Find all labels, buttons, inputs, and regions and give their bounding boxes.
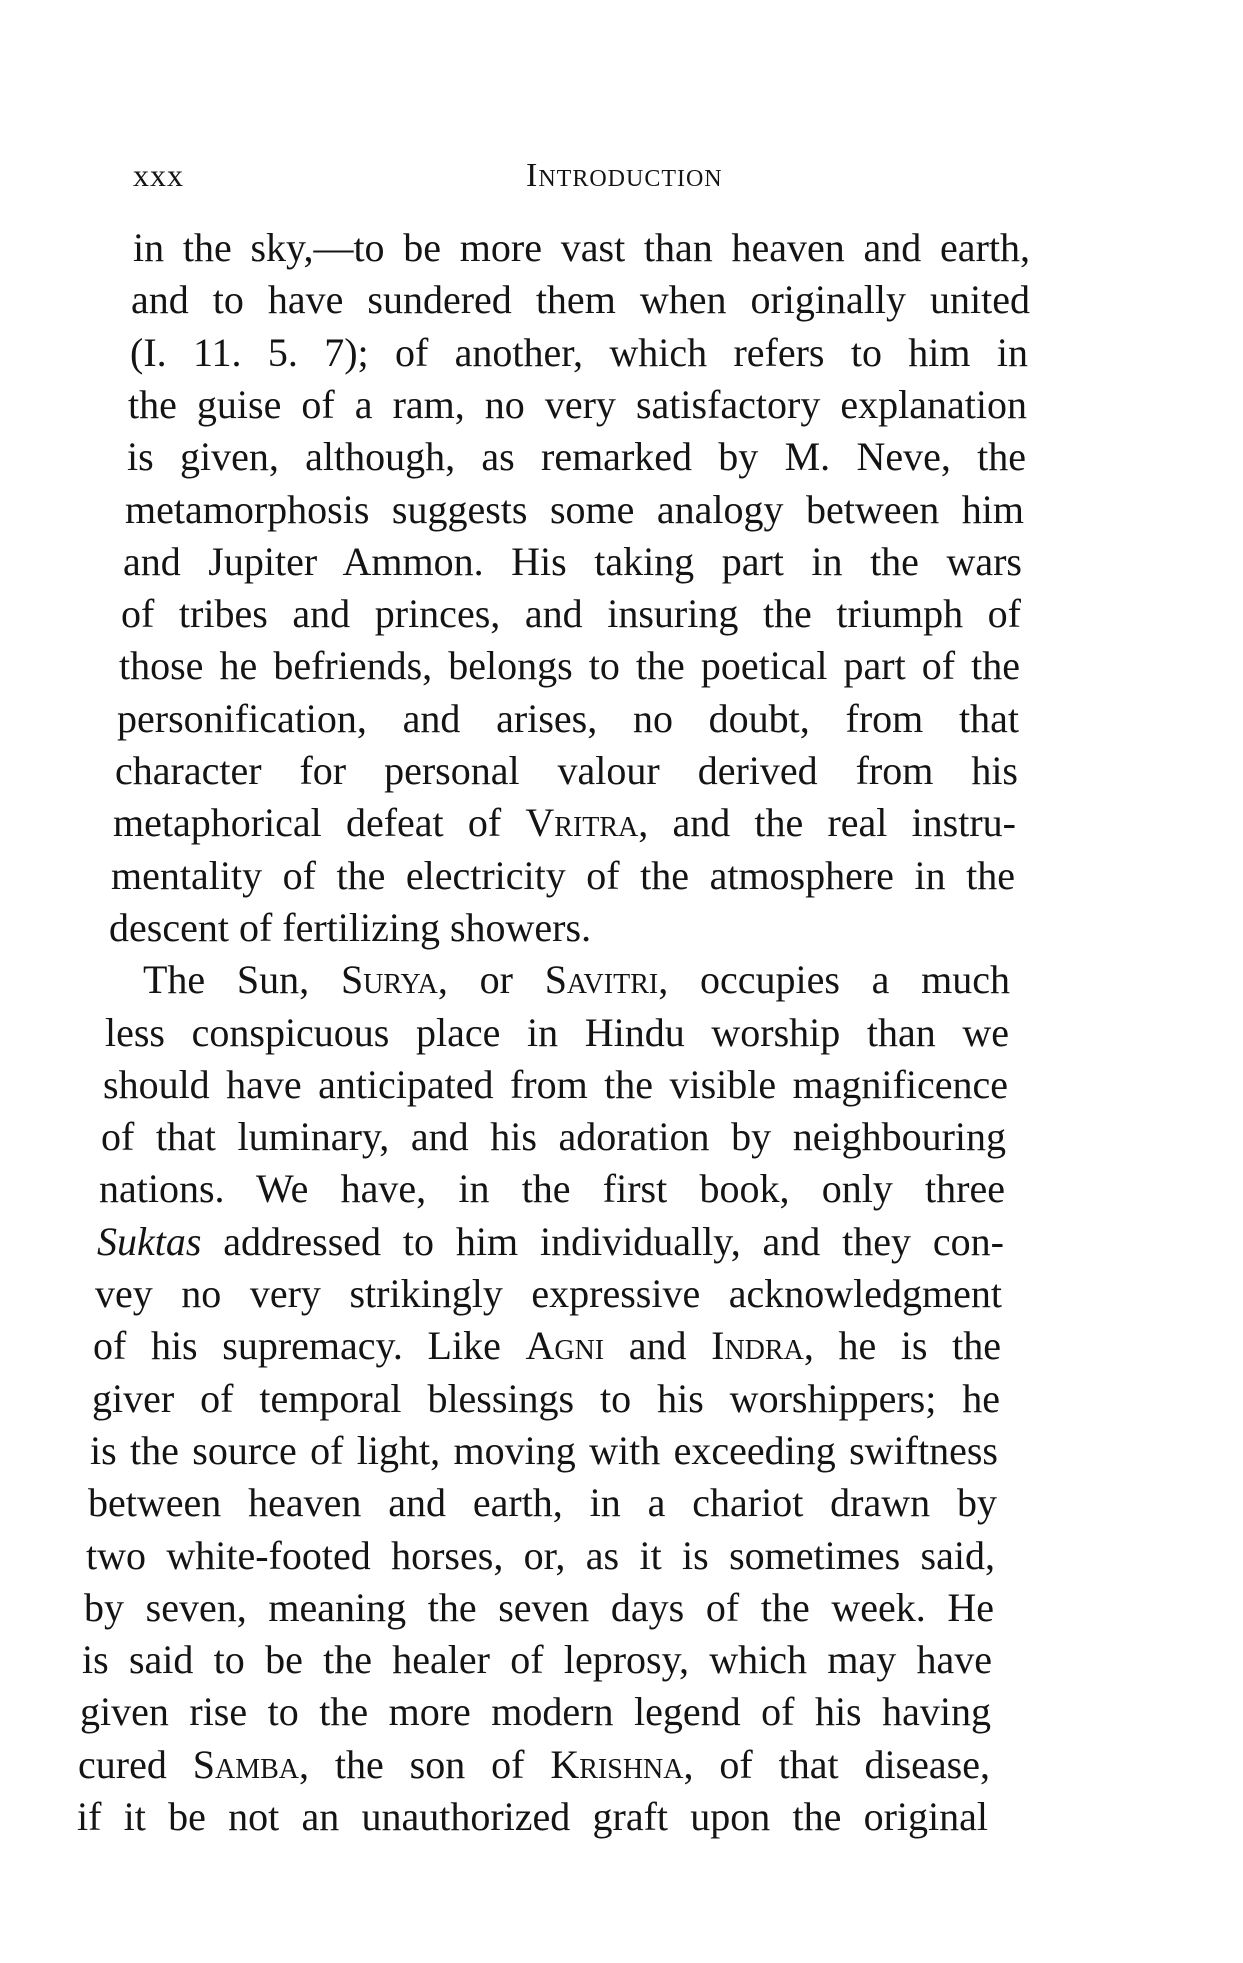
text-segment: metamorphosis suggests some analogy between him bbox=[125, 486, 1024, 532]
text-segment: , the son of bbox=[299, 1741, 551, 1787]
text-line bbox=[101, 1111, 1006, 1163]
text-segment: giver of temporal blessings to his worshippers; he bbox=[92, 1375, 1000, 1421]
text-segment: the guise of a ram, no very satisfactory explanation bbox=[128, 381, 1027, 427]
text-segment: between heaven and earth, in a chariot drawn by bbox=[88, 1480, 997, 1526]
text-line bbox=[117, 693, 1019, 745]
text-segment: , or bbox=[437, 957, 545, 1003]
text-segment: cured bbox=[78, 1741, 193, 1787]
text-segment: vey no very strikingly expressive acknowledgment bbox=[95, 1271, 1002, 1316]
text-segment: , occupies a much bbox=[658, 957, 1010, 1003]
text-segment: if it be not an unauthorized graft upon the original bbox=[77, 1794, 988, 1839]
text-segment: those he befriends, belongs to the poetical part of the bbox=[119, 643, 1020, 689]
text-line bbox=[90, 1425, 998, 1477]
text-line bbox=[121, 588, 1021, 640]
text-segment: by seven, meaning the seven days of the week. He bbox=[84, 1584, 994, 1630]
text-segment: is the source of light, moving with exceeding swiftness bbox=[90, 1427, 998, 1473]
text-segment: is said to be the healer of leprosy, which may have bbox=[82, 1637, 992, 1683]
text-line bbox=[128, 379, 1027, 431]
text-segment: and Jupiter Ammon. His taking part in the wars bbox=[123, 538, 1022, 584]
text-segment: of that luminary, and his adoration by neighbouring bbox=[101, 1114, 1006, 1160]
text-segment: is given, although, as remarked by M. Neve, the bbox=[127, 434, 1026, 480]
text-segment: Surya bbox=[340, 957, 438, 1003]
text-line bbox=[93, 1320, 1001, 1372]
text-line bbox=[92, 1373, 1000, 1425]
text-segment: nations. We have, in the first book, only three bbox=[99, 1166, 1005, 1212]
running-head bbox=[133, 157, 1133, 201]
text-segment: The Sun, bbox=[143, 957, 341, 1003]
text-segment: , and the real instru- bbox=[638, 800, 1016, 846]
text-segment: personification, and arises, no doubt, from that bbox=[117, 695, 1019, 741]
text-line bbox=[88, 1477, 997, 1529]
text-line bbox=[97, 1216, 1004, 1268]
text-line bbox=[113, 797, 1016, 849]
text-segment: , of that disease, bbox=[683, 1741, 990, 1787]
text-line bbox=[95, 1268, 1002, 1320]
running-title: Introduction bbox=[526, 157, 723, 194]
page-number: xxx bbox=[133, 157, 184, 193]
text-segment: Suktas bbox=[97, 1218, 202, 1264]
text-segment: Indra bbox=[711, 1323, 804, 1369]
text-segment: less conspicuous place in Hindu worship than we bbox=[105, 1009, 1009, 1055]
text-segment: in the sky,—to be more vast than heaven and earth, bbox=[133, 225, 1030, 270]
text-line bbox=[133, 222, 1030, 274]
text-segment: should have anticipated from the visible magnificence bbox=[103, 1061, 1008, 1107]
text-line bbox=[130, 327, 1028, 379]
text-line bbox=[119, 640, 1020, 692]
text-segment: Savitri bbox=[544, 957, 659, 1003]
text-line bbox=[77, 1791, 988, 1843]
text-line bbox=[84, 1582, 994, 1634]
text-line bbox=[127, 431, 1026, 483]
text-segment: of his supremacy. Like bbox=[93, 1323, 526, 1369]
text-segment: two white-footed horses, or, as it is sometimes said, bbox=[86, 1532, 995, 1578]
text-segment: Samba bbox=[192, 1741, 299, 1787]
text-line bbox=[103, 1059, 1008, 1111]
text-line bbox=[143, 954, 1010, 1006]
text-segment: given rise to the more modern legend of his having bbox=[80, 1689, 991, 1735]
text-line bbox=[86, 1530, 995, 1582]
body-text bbox=[77, 222, 1108, 1843]
text-line bbox=[111, 850, 1015, 902]
text-segment: and bbox=[604, 1323, 712, 1369]
text-segment: Agni bbox=[525, 1323, 605, 1369]
text-line bbox=[109, 902, 1013, 954]
text-segment: mentality of the electricity of the atmosphere in the bbox=[111, 852, 1015, 898]
text-line bbox=[99, 1163, 1005, 1215]
text-line bbox=[115, 745, 1018, 797]
text-segment: and to have sundered them when originally united bbox=[131, 277, 1030, 323]
text-segment: metaphorical defeat of bbox=[113, 800, 526, 846]
text-segment: descent of fertilizing showers. bbox=[109, 904, 592, 950]
text-segment: of tribes and princes, and insuring the triumph of bbox=[121, 591, 1021, 637]
text-line bbox=[80, 1686, 991, 1738]
text-line bbox=[125, 484, 1024, 536]
text-segment: (I. 11. 5. 7); of another, which refers to him in bbox=[130, 329, 1028, 375]
text-line bbox=[131, 274, 1030, 326]
text-segment: character for personal valour derived from his bbox=[115, 748, 1018, 793]
text-line bbox=[82, 1634, 992, 1686]
text-line bbox=[123, 536, 1022, 588]
text-segment: , he is the bbox=[803, 1323, 1001, 1369]
text-segment: Vritra bbox=[525, 800, 639, 846]
text-segment: Krishna bbox=[550, 1741, 684, 1787]
text-line bbox=[78, 1739, 990, 1791]
text-line bbox=[105, 1007, 1009, 1059]
text-segment: addressed to him individually, and they con- bbox=[201, 1218, 1004, 1264]
